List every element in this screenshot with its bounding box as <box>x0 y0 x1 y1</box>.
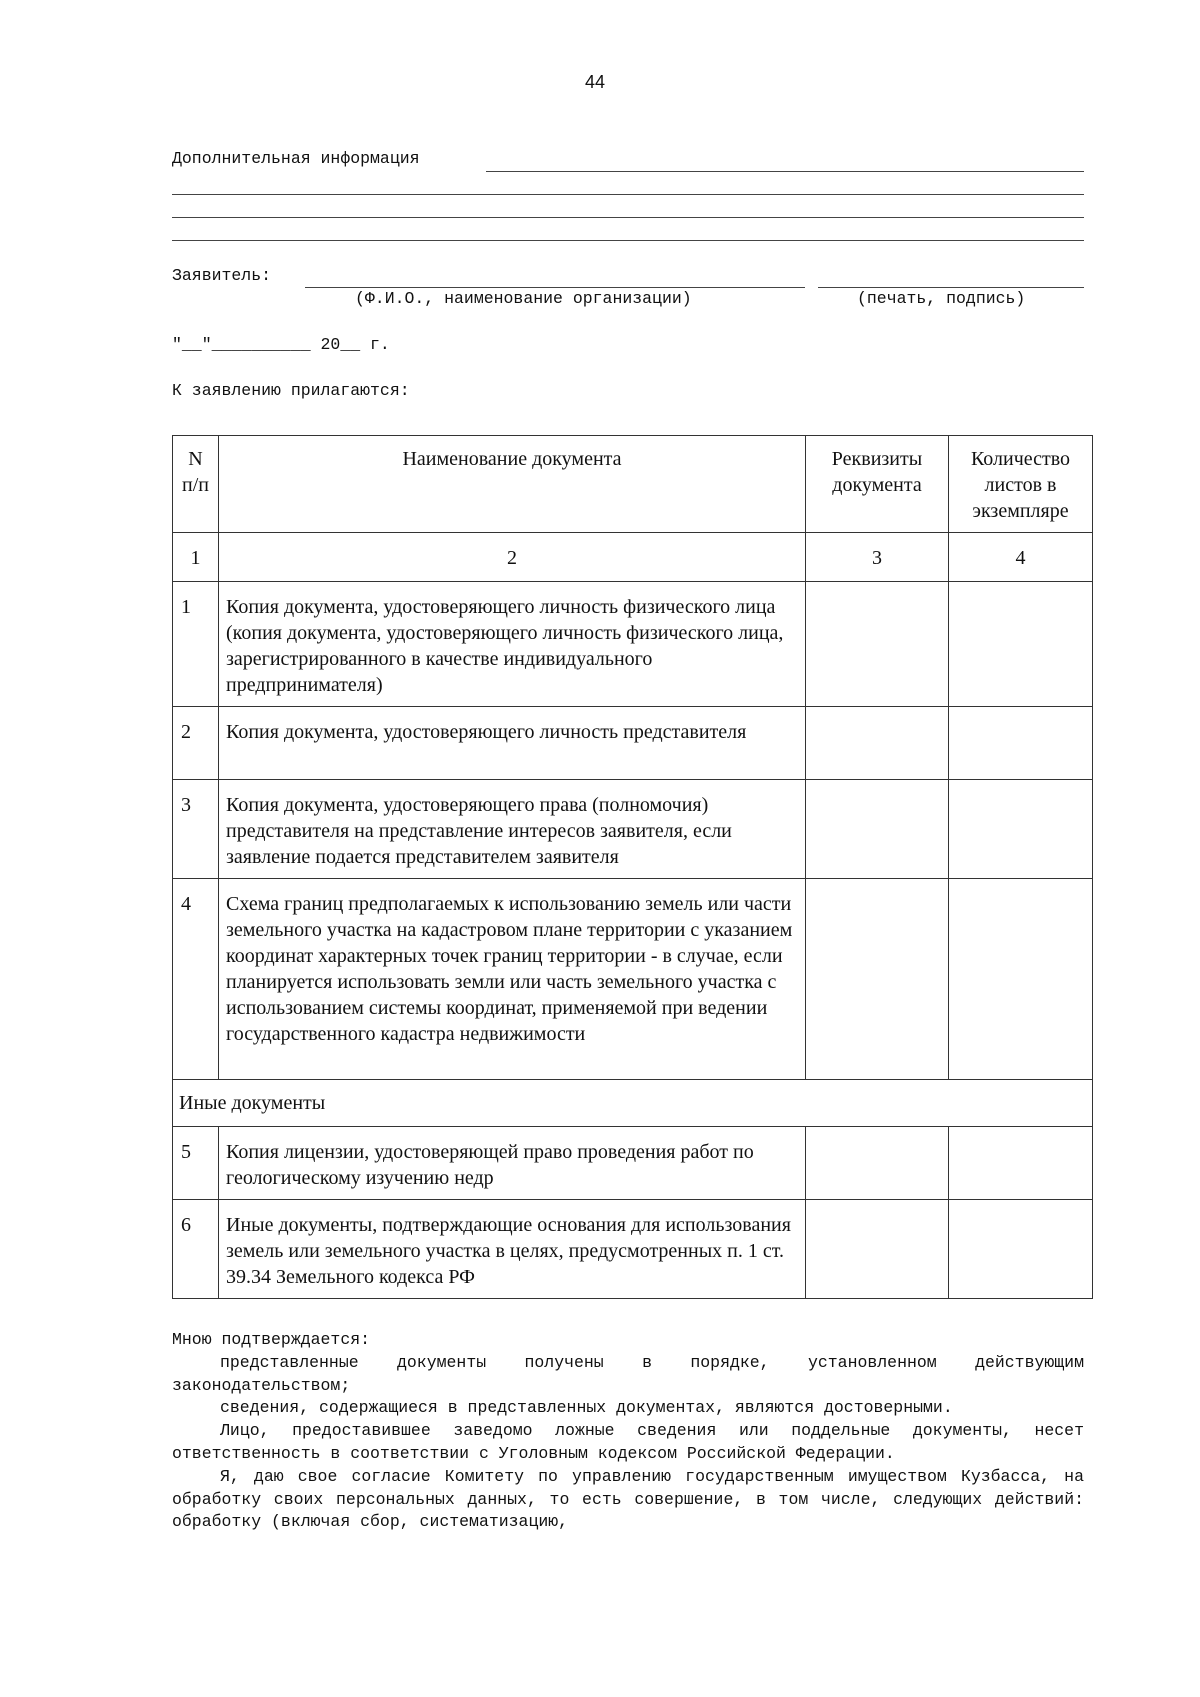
table-group-row <box>173 1080 1093 1127</box>
index-cell: 4 <box>949 533 1093 582</box>
table-row <box>173 879 1093 1080</box>
row-number: 2 <box>173 707 219 780</box>
row-doc-name: Копия документа, удостоверяющего личность физического лица (копия документа, удостоверяющего личность физического лица, зарегистрированного в качестве индивидуального предпринимателя) <box>219 582 806 707</box>
additional-info-line-4[interactable] <box>172 240 1084 241</box>
row-doc-name: Копия документа, удостоверяющего права (полномочия) представителя на представление интересов заявителя, если заявление подается представителем заявителя <box>219 780 806 879</box>
applicant-name-caption: (Ф.И.О., наименование организации) <box>355 289 692 308</box>
confirmation-heading: Мною подтверждается: <box>172 1330 371 1349</box>
consent-paragraph: Я, даю свое согласие Комитету по управлению государственным имуществом Кузбасса, на обработку своих персональных данных, то есть совершение, в том числе, следующих действий: обработку (включая сбор, систематизацию, <box>172 1466 1084 1532</box>
row-doc-name: Схема границ предполагаемых к использованию земель или части земельного участка на кадастровом плане территории с указанием координат характерных точек границ территории - в случае, если планируется использовать земли или часть земельного участка с использованием системы координат, применяемой при ведении государственного кадастра недвижимости <box>219 879 806 1080</box>
row-sheet-count[interactable] <box>949 582 1093 707</box>
row-sheet-count[interactable] <box>949 879 1093 1080</box>
applicant-label: Заявитель: <box>172 266 272 285</box>
additional-info-label: Дополнительная информация <box>172 149 420 168</box>
row-doc-name: Копия лицензии, удостоверяющей право проведения работ по геологическому изучению недр <box>219 1127 806 1200</box>
date-line[interactable]: "__"__________ 20__ г. <box>172 335 390 354</box>
applicant-name-line[interactable] <box>305 287 805 288</box>
confirmation-paragraph: сведения, содержащиеся в представленных документах, являются достоверными. <box>220 1398 953 1418</box>
row-sheet-count[interactable] <box>949 1200 1093 1299</box>
row-number: 4 <box>173 879 219 1080</box>
row-sheet-count[interactable] <box>949 707 1093 780</box>
additional-info-line-3[interactable] <box>172 217 1084 218</box>
confirmation-section <box>172 1329 1084 1534</box>
liability-paragraph: Лицо, предоставившее заведомо ложные сведения или поддельные документы, несет ответственность в соответствии с Уголовным кодексом Российской Федерации. <box>172 1421 1084 1463</box>
attachments-intro: К заявлению прилагаются: <box>172 381 410 400</box>
confirmation-paragraph: представленные документы получены в порядке, установленном действующим законодательством; <box>172 1352 1084 1395</box>
row-number: 5 <box>173 1127 219 1200</box>
row-doc-details[interactable] <box>806 1127 949 1200</box>
table-row <box>173 780 1093 879</box>
row-doc-details[interactable] <box>806 582 949 707</box>
header-number: N п/п <box>173 436 219 533</box>
header-sheet-count: Количество листов в экземпляре <box>949 436 1093 533</box>
table-row <box>173 1127 1093 1200</box>
row-sheet-count[interactable] <box>949 1127 1093 1200</box>
group-label-other-documents: Иные документы <box>173 1080 1093 1127</box>
index-cell: 1 <box>173 533 219 582</box>
row-sheet-count[interactable] <box>949 780 1093 879</box>
table-row <box>173 582 1093 707</box>
row-doc-details[interactable] <box>806 707 949 780</box>
header-doc-name: Наименование документа <box>219 436 806 533</box>
table-header-row <box>173 436 1093 533</box>
table-row <box>173 707 1093 780</box>
applicant-signature-line[interactable] <box>818 287 1084 288</box>
applicant-signature-caption: (печать, подпись) <box>857 289 1026 308</box>
page-number: 44 <box>584 72 606 92</box>
row-number: 6 <box>173 1200 219 1299</box>
row-doc-details[interactable] <box>806 1200 949 1299</box>
index-cell: 2 <box>219 533 806 582</box>
attachments-table <box>172 435 1093 1299</box>
table-index-row <box>173 533 1093 582</box>
row-doc-details[interactable] <box>806 780 949 879</box>
row-number: 3 <box>173 780 219 879</box>
row-doc-name: Иные документы, подтверждающие основания для использования земель или земельного участка в целях, предусмотренных п. 1 ст. 39.34 Земельного кодекса РФ <box>219 1200 806 1299</box>
header-doc-details: Реквизиты документа <box>806 436 949 533</box>
row-doc-name: Копия документа, удостоверяющего личность представителя <box>219 707 806 780</box>
index-cell: 3 <box>806 533 949 582</box>
additional-info-line-2[interactable] <box>172 194 1084 195</box>
additional-info-line-1[interactable] <box>486 171 1084 172</box>
row-number: 1 <box>173 582 219 707</box>
table-row <box>173 1200 1093 1299</box>
row-doc-details[interactable] <box>806 879 949 1080</box>
